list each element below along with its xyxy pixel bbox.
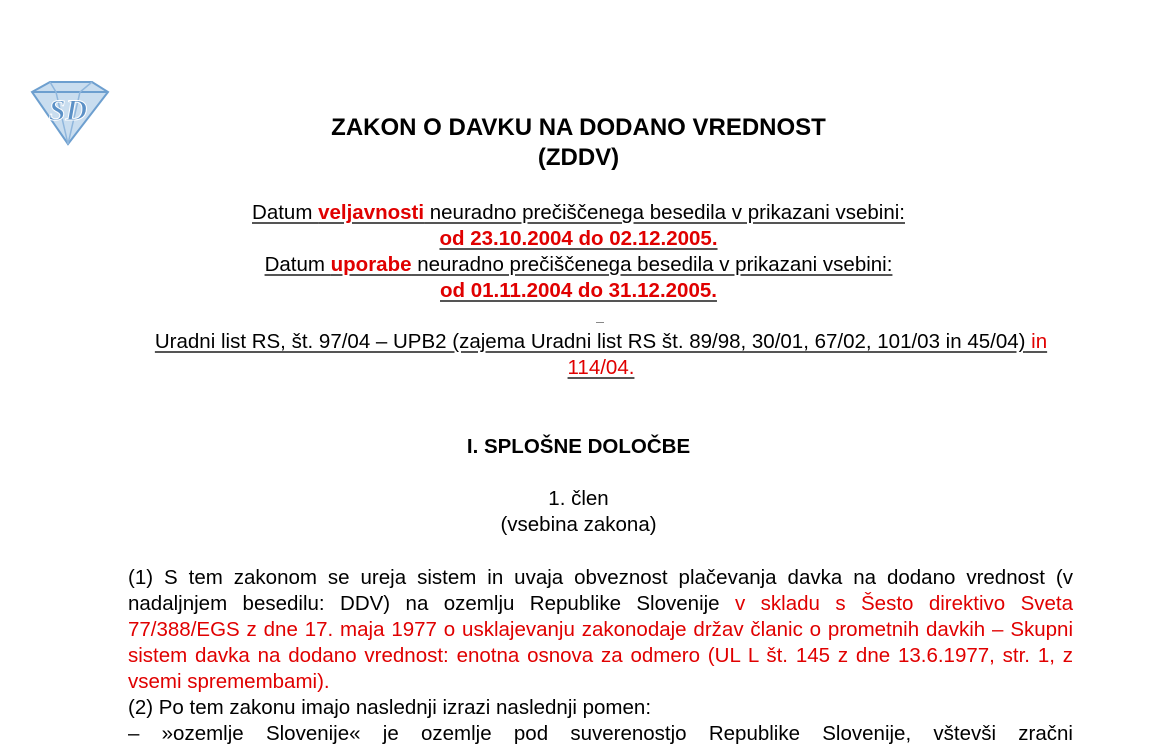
logo-text: SD (48, 94, 88, 127)
paragraph-2: (2) Po tem zakonu imajo naslednji izrazi naslednji pomen: (128, 696, 652, 719)
article-number: 1. člen (548, 487, 609, 510)
official-gazette-reference (140, 329, 1062, 381)
paragraph-1-directive: v skladu s Šesto direktivo Sveta 77/388/EGS z dne 17. maja 1977 o usklajevanju zakonodaje držav članic o prometnih davkih – Skupni sistem davka na dodano vrednost: enotna osnova za odmero (UL L št. 145 z dne 13.6.1977, str. 1, z vsemi spremembami). (128, 592, 1073, 693)
title-line-2: (ZDDV) (537, 144, 620, 171)
document-title (0, 113, 1157, 173)
article-subtitle: (vsebina zakona) (500, 513, 657, 536)
validity-highlight: veljavnosti (318, 201, 425, 224)
usage-prefix: Datum (264, 253, 331, 276)
article-body (128, 565, 1073, 747)
usage-suffix: neuradno prečiščenega besedila v prikazani vsebini: (411, 253, 893, 276)
validity-suffix: neuradno prečiščenega besedila v prikazani vsebini: (424, 201, 905, 224)
paragraph-1 (128, 565, 1073, 695)
usage-highlight: uporabe (330, 253, 412, 276)
validity-prefix: Datum (252, 201, 319, 224)
validity-range: od 23.10.2004 do 02.12.2005. (439, 227, 718, 250)
paragraph-1-text: (1) S tem zakonom se ureja sistem in uvaja obveznost plačevanja davka na dodano vrednost (v nadaljnjem besedilu: DDV) na ozemlju Republike Slovenije (128, 566, 1073, 615)
separator-mark (596, 322, 604, 323)
gazette-text: Uradni list RS, št. 97/04 – UPB2 (zajema Uradni list RS št. 89/98, 30/01, 67/02, 101/03 in 45/04) (154, 330, 1026, 353)
article-heading (0, 486, 1157, 538)
validity-line (252, 200, 905, 226)
paragraph-3: – »ozemlje Slovenije« je ozemlje pod suverenostjo Republike Slovenije, vštevši zračni (128, 722, 1073, 745)
chapter-heading: I. SPLOŠNE DOLOČBE (466, 435, 691, 458)
gazette-amendment: in 114/04. (567, 330, 1048, 379)
usage-line (265, 252, 893, 278)
validity-block (0, 200, 1157, 304)
usage-range: od 01.11.2004 do 31.12.2005. (440, 279, 717, 302)
title-line-1: ZAKON O DAVKU NA DODANO VREDNOST (331, 114, 826, 141)
